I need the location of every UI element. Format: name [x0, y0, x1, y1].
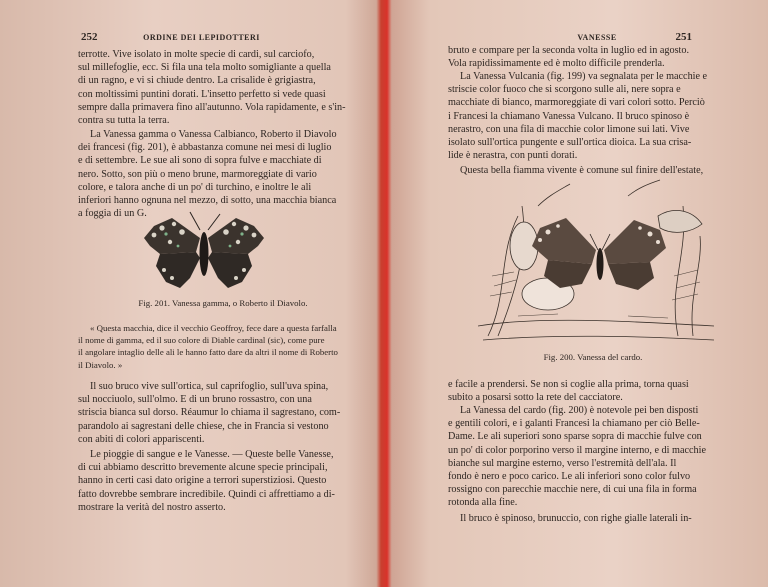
text-line: La Vanessa del cardo (fig. 200) è notevole pei ben disposti [460, 405, 699, 416]
text-line: fondo è nero e poco carico. Le ali inferiori sono color fulvo [448, 471, 691, 483]
figure-200-butterfly-engraving [478, 176, 714, 346]
text-line: il angolare intaglio delle ali le hanno fatto dare da altri il nome di Roberto [78, 347, 338, 358]
text-line: striscie color fuoco che si scorgono sulle ali, nere sopra e [448, 84, 681, 96]
running-title-left: ORDINE DEI LEPIDOTTERI [143, 33, 260, 42]
text-line: con abiti di colori appariscenti. [78, 433, 205, 445]
text-line: dei francesi (fig. 201), è abbastanza comune nei mesi di luglio [78, 142, 332, 154]
text-line: bruto e compare per la seconda volta in luglio ed in agosto. [448, 45, 690, 56]
text-line: La Vanessa Vulcania (fig. 199) va segnalata per le macchie e [460, 71, 708, 82]
text-line: e gentili colori, e i galanti Francesi la chiamano per ciò Belle- [448, 418, 700, 430]
text-line: sempre dalla primavera fino all'autunno. Vola rapidamente, e s'in- [78, 101, 346, 113]
text-line: contra su tutta la terra. [78, 115, 170, 127]
page-number-left: 252 [81, 31, 98, 43]
text-line: sul nocciuolo, sull'olmo. E di un bruno rossastro, con una [78, 394, 312, 406]
right-paragraph-6 [448, 512, 738, 525]
text-line: sul millefoglie, ecc. Si fila una tela molto somigliante a quella [78, 62, 331, 74]
text-line: terrotte. Vive isolato in molte specie di cardi, sul carciofo, [78, 49, 315, 60]
text-line: bianche sul margine esterno, verso l'estremità dell'ala. Il [448, 457, 677, 469]
right-paragraph-2 [448, 70, 738, 162]
text-line: un po' di color porporino verso il margine interno, e di macchie [448, 444, 706, 456]
left-paragraph-3 [78, 380, 358, 446]
text-line: colore, e talora anche di un po' di turchino, e inoltre le ali [78, 181, 312, 193]
text-line: hanno in certi casi dato origine a terrori superstiziosi. Questo [78, 475, 327, 487]
text-line: macchiate di bianco, marmoreggiate di vari colori sotto. Perciò [448, 97, 705, 109]
text-line: Vola rapidissimamente ed è molto difficile prenderla. [448, 58, 665, 70]
right-page [386, 0, 768, 587]
text-line: striscia bianca sul dorso. Réaumur lo chiama il sagrestano, com- [78, 407, 341, 419]
text-line: a foggia di un G. [78, 208, 147, 220]
text-line: rotonda alla fine. [448, 497, 518, 509]
text-line: con moltissimi puntini dorati. L'insetto perfetto si vede quasi [78, 88, 326, 100]
right-paragraph-5 [448, 404, 738, 510]
text-line: parandolo ai sagrestani delle chiese, che in Francia si vestono [78, 420, 329, 432]
text-line: rossigno con parecchie macchie nere, di cui una fila in forma [448, 484, 697, 496]
running-title-right: VANESSE [577, 33, 617, 42]
left-paragraph-4 [78, 448, 358, 514]
text-line: La Vanessa gamma o Vanessa Calbianco, Roberto il Diavolo [90, 129, 337, 140]
right-paragraph-4 [448, 378, 738, 404]
text-line: inferiori hanno ognuna nel mezzo, di sotto, una macchia bianca [78, 195, 337, 207]
figure-200-caption: Fig. 200. Vanessa del cardo. [543, 352, 643, 362]
text-line: subito a posarsi sotto la rete del cacciatore. [448, 392, 623, 404]
text-line: Dame. Le ali superiori sono sparse sopra di macchie fulve con [448, 431, 702, 443]
text-line: « Questa macchia, dice il vecchio Geoffroy, fece dare a questa farfalla [90, 323, 337, 333]
left-page-header [0, 31, 383, 47]
text-line: mostrare la verità del nostro asserto. [78, 501, 226, 513]
text-line: Questa bella fiamma vivente è comune sul finire dell'estate, [460, 165, 704, 176]
text-line: il Diavolo. » [78, 359, 123, 370]
text-line: Le pioggie di sangue e le Vanesse. — Queste belle Vanesse, [90, 449, 334, 460]
text-line: isolato sull'ortica pungente e sull'ortica dioica. La sua crisa- [448, 137, 692, 149]
left-quote [78, 322, 358, 371]
text-line: nerastro, con una fila di macchie color limone sui lati. Vive [448, 123, 690, 135]
left-paragraph-1 [78, 48, 358, 127]
text-line: il nome di gamma, ed il suo colore di Diable cardinal (sic), come pure [78, 335, 325, 346]
text-line: nero. Sotto, son più o meno brune, marmoreggiate di vario [78, 168, 317, 180]
page-number-right: 251 [675, 31, 692, 43]
text-line: e facile a prendersi. Se non si coglie alla prima, torna quasi [448, 379, 689, 390]
text-line: di un ragno, e vi si chiude dentro. La crisalide è grigiastra, [78, 75, 316, 87]
text-line: Il bruco è spinoso, brunuccio, con righe gialle laterali in- [460, 513, 692, 524]
text-line: lide è nerastra, con punti dorati. [448, 150, 578, 162]
left-page [0, 0, 383, 587]
text-line: i Francesi la chiamano Vanessa Vulcano. Il bruco spinoso è [448, 110, 690, 122]
figure-201-caption: Fig. 201. Vanessa gamma, o Roberto il Diavolo. [138, 298, 308, 308]
figure-201-butterfly-illustration [140, 208, 270, 294]
left-paragraph-2 [78, 128, 358, 220]
text-line: fatto dovrebbe sembrare incredibile. Quindi ci affrettiamo a di- [78, 488, 335, 500]
right-paragraph-1 [448, 44, 738, 70]
text-line: di cui abbiamo descritto brevemente alcune specie principali, [78, 462, 328, 474]
text-line: e di settembre. Le sue ali sono di sopra fulve e macchiate di [78, 155, 322, 167]
text-line: Il suo bruco vive sull'ortica, sul caprifoglio, sull'uva spina, [90, 381, 329, 392]
